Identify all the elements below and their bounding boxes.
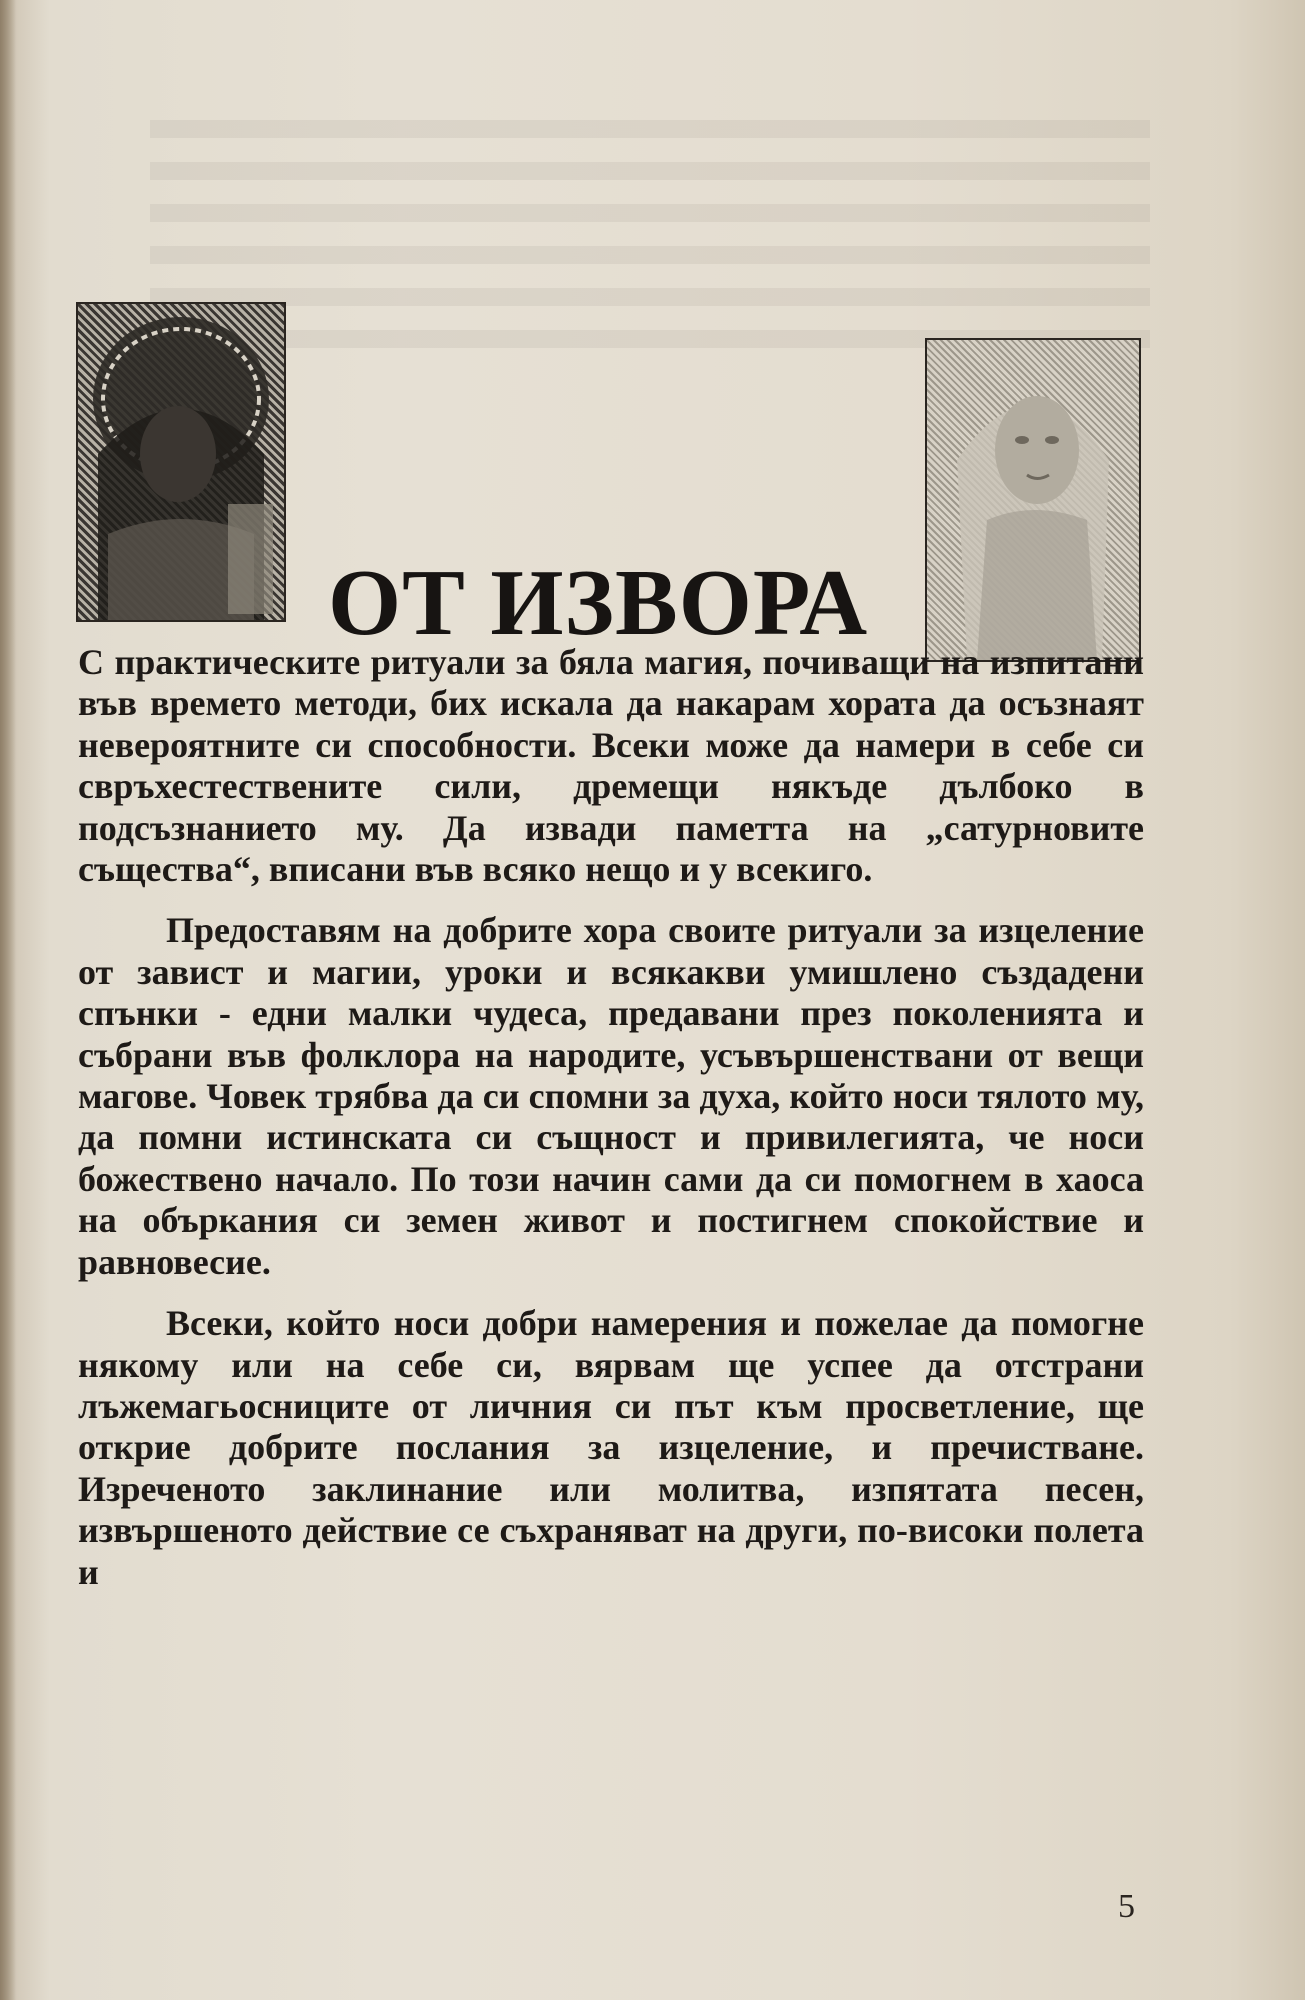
- woman-portrait-image: [925, 338, 1141, 662]
- paragraph-2: Предоставям на добрите хора своите ритуали за изцеление от завист и магии, уроки и всякакви умишлено създадени спънки - едни малки чудеса, предавани през поколенията и събрани във фолклора на народите, усъвършенствани от вещи магове. Човек трябва да си спомни за духа, който носи тялото му, да помни истинската си същност и привилегията, че носи божествено начало. По този начин сами да си помогнем в хаоса на объркания си земен живот и постигнем спокойствие и равновесие.: [78, 910, 1144, 1282]
- icon-portrait-drawing: [78, 304, 284, 620]
- page-binding-shadow: [0, 0, 16, 2000]
- icon-portrait-image: [76, 302, 286, 622]
- paragraph-3: Всеки, който носи добри намерения и пожелае да помогне някому или на себе си, вярвам ще успее да отстрани лъжемагьосниците от личния си път към просветление, ще открие добрите послания за изцеление, и пречистване. Изреченото заклинание или молитва, изпятата песен, извършеното действие се съхраняват на други, по-високи полета и: [78, 1303, 1144, 1592]
- woman-portrait-drawing: [927, 340, 1139, 660]
- page-number: 5: [1118, 1888, 1135, 1925]
- chapter-body: [78, 642, 1144, 1613]
- show-through-text: [150, 120, 1150, 360]
- chapter-title: ОТ ИЗВОРА: [328, 551, 869, 655]
- paragraph-1: С практическите ритуали за бяла магия, почиващи на изпитани във времето методи, бих искала да накарам хората да осъзнаят невероятните си способности. Всеки може да намери в себе си свръхестествените сили, дремещи някъде дълбоко в подсъзнанието му. Да извади паметта на „сатурновите същества“, вписани във всяко нещо и у всекиго.: [78, 642, 1144, 890]
